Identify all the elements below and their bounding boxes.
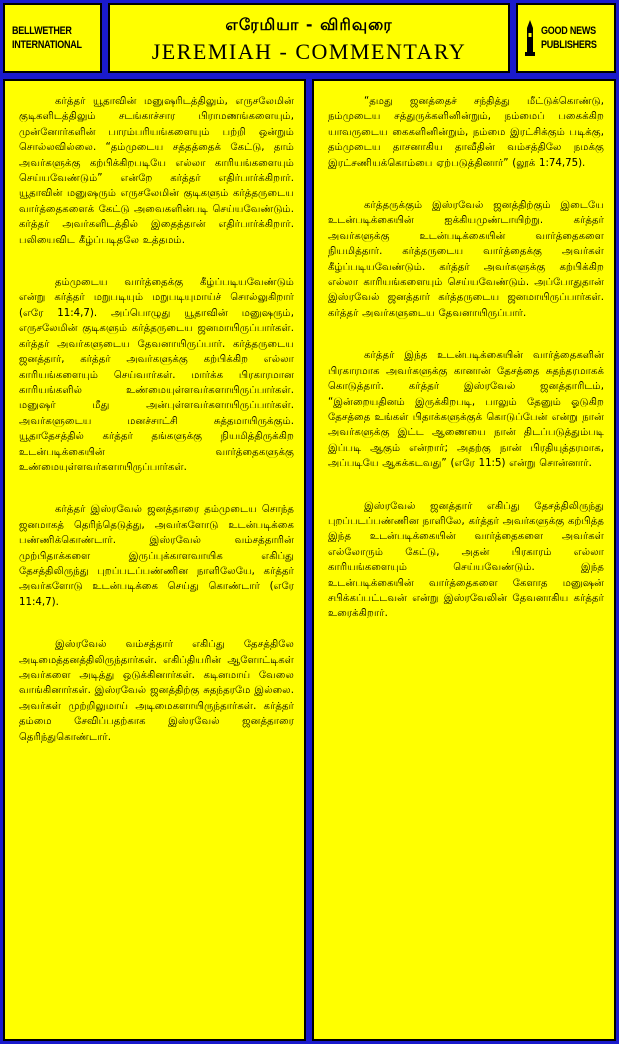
logo-right-line2: PUBLISHERS [541, 39, 597, 51]
publisher-logo-right [516, 3, 616, 73]
tower-icon [522, 18, 538, 58]
right-column [312, 79, 616, 1041]
paragraph: “தமது ஜனத்தைச் சந்தித்து மீட்டுக்கொண்டு, நம்முடைய சத்துருக்களினின்றும், நம்மைப் பகைக்கிற யாவருடைய கைகளினின்றும், நம்மை இரட்சிக்கும் படிக்கு, தம்முடைய தாசனாகிய தாவீதின் வம்சத்திலே நமக்கு இரட்சணியக்கொம்பை ஏற்படுத்தினார்” (லூக் 1:74,75). [328, 96, 604, 169]
paragraph: தம்முடைய வார்த்தைக்கு கீழ்ப்படியவேண்டும் என்று கர்த்தர் மறுபடியும் மறுபடியுமாய்ச் சொல்லுகிறார் (எரே 11:4,7). அப்பொழுது யூதாவின் மனுஷரும், எருசலேமின் குடிகளும் கர்த்தருடைய ஜனமாயிருப்பார்கள். கர்த்தர் அவர்களுடைய தேவனாயிருப்பார். கர்த்தருடைய ஜனத்தார், கர்த்தர் அவர்களுக்கு கற்பிக்கிற எல்லா காரியங்களையும் செய்வார்கள். மார்க்க பிரகாரமான காரியங்களில் உண்மையுள்ளவர்களாயிருப்பார்கள். மனுஷர் மீது அன்புள்ளவர்களாயிருப்பார்கள். அவர்களுடைய மனச்சாட்சி சுத்தமாயிருக்கும். யூதாதேசத்தில் கர்த்தர் தங்களுக்கு நியமித்திருக்கிற உடன்படிக்கையின் வார்த்தைகளுக்கு உண்மையுள்ளவர்களாயிருப்பார்கள். [19, 277, 294, 473]
paragraph: கர்த்தர் இஸ்ரவேல் ஜனத்தாரை தம்முடைய சொந்த ஜனமாகத் தெரிந்தெடுத்து, அவர்களோடு உடன்படிக்கை பண்ணிக்கொண்டார். இஸ்ரவேல் வம்சத்தாரின் முற்பிதாக்களை இருப்புக்காளவாயிக எகிப்து தேசத்திலிருந்து புறப்படப்பண்ணின நாளிலேயே, கர்த்தர் அவர்களோடு உடன்படிக்கை செய்து கொண்டார் (எரே 11:4,7). [19, 504, 294, 608]
publisher-logo-left [3, 3, 102, 73]
paragraph: கர்த்தருக்கும் இஸ்ரவேல் ஜனத்திற்கும் இடையே உடன்படிக்கையின் ஐக்கியமுண்டாயிற்று. கர்த்தர் அவர்களுக்கு உடன்படிக்கையின் வார்த்தைகளை நியமித்தார். கர்த்தருடைய வார்த்தைக்கு அவர்கள் கீழ்ப்படியவேண்டும். கர்த்தர் அவர்களுக்கு கற்பிக்கிற எல்லா காரியங்களையும் செய்யவேண்டும். அப்போதுதான் இஸ்ரவேல் ஜனத்தார் கர்த்தருடைய ஜனமாயிருப்பார்கள். கர்த்தர் அவர்களுடைய தேவனாயிருப்பார். [328, 200, 604, 319]
paragraph: இஸ்ரவேல் வம்சத்தார் எகிப்து தேசத்திலே அடிமைத்தனத்திலிருந்தார்கள். எகிப்தியரின் ஆளோட்டிகள் அவர்களை அடித்து ஒடுக்கினார்கள். கடினமாய் வேலை வாங்கினார்கள். இஸ்ரவேல் ஜனத்திற்கு சுதந்தரமே இல்லை. அவர்கள் முற்றிலுமாய் அடிமைகளாயிருந்தார்கள். கர்த்தர் தம்மை சேவிப்பதற்காக இஸ்ரவேல் ஜனத்தாரை தெரிந்துகொண்டார். [19, 639, 294, 743]
logo-right-line1: GOOD NEWS [541, 25, 596, 37]
logo-left-line2: INTERNATIONAL [12, 39, 82, 51]
logo-left-line1: BELLWETHER [12, 25, 72, 37]
left-column [3, 79, 306, 1041]
title-english: JEREMIAH - COMMENTARY [151, 39, 467, 64]
paragraph: கர்த்தர் யூதாவின் மனுஷரிடத்திலும், எருசலேமின் குடிகளிடத்திலும் சடங்காச்சார பிராமணங்களையும், முன்னோர்களின் பாரம்பரியங்களையும் பற்றி ஒன்றும் சொல்லவில்லை. “தம்முடைய சத்தத்தைக் கேட்டு, தாம் அவர்களுக்கு கற்பிக்கிறபடியே எல்லா காரியங்களையும் செய்யவேண்டும்” என்றே கர்த்தர் எதிர்பார்க்கிறார். யூதாவின் மனுஷரும் எருசலேமின் குடிகளும் கர்த்தருடைய வார்த்தைகளைக் கேட்டு அவைகளின்படி செய்யவேண்டும். கர்த்தர் அவர்களிடத்தில் இதைத்தான் எதிர்பார்க்கிறார். பலியைவிட கீழ்ப்படிதலே உத்தமம். [19, 96, 294, 246]
page-header [108, 3, 510, 73]
title-tamil: எரேமியா - விரிவுரை [225, 15, 393, 34]
paragraph: இஸ்ரவேல் ஜனத்தார் எகிப்து தேசத்திலிருந்து புறப்படப்பண்ணின நாளிலே, கர்த்தர் அவர்களுக்கு கற்பித்த இந்த உடன்படிக்கையின் வார்த்தைகளை அவர்கள் எல்லோரும் கேட்டு, அதன் பிரகாரம் எல்லா காரியங்களையும் செய்யவேண்டும். இந்த உடன்படிக்கையின் வார்த்தைகளை கேளாத மனுஷன் சபிக்கப்பட்டவன் என்று இஸ்ரவேலின் தேவனாகிய கர்த்தர் உரைக்கிறார். [328, 500, 604, 620]
paragraph: கர்த்தர் இந்த உடன்படிக்கையின் வார்த்தைகளின் பிரகாரமாக அவர்களுக்கு கானான் தேசத்தை சுதந்தரமாகக் கொடுத்தார். கர்த்தர் இஸ்ரவேல் ஜனத்தாரிடம், “இன்றையதினம் இருக்கிறபடி, பாலும் தேனும் ஓடுகிற தேசத்தை உங்கள் பிதாக்களுக்குக் கொடுப்பேன் என்று நான் அவர்களுக்கு இட்ட ஆணையை நான் திடப்படுத்தும்படி இப்படி ஆகும் என்றார்; அதற்கு நான் பிரதியுத்தரமாக, அப்படியே ஆகக்கடவது” (எரே 11:5) என்று சொன்னார். [328, 350, 604, 470]
